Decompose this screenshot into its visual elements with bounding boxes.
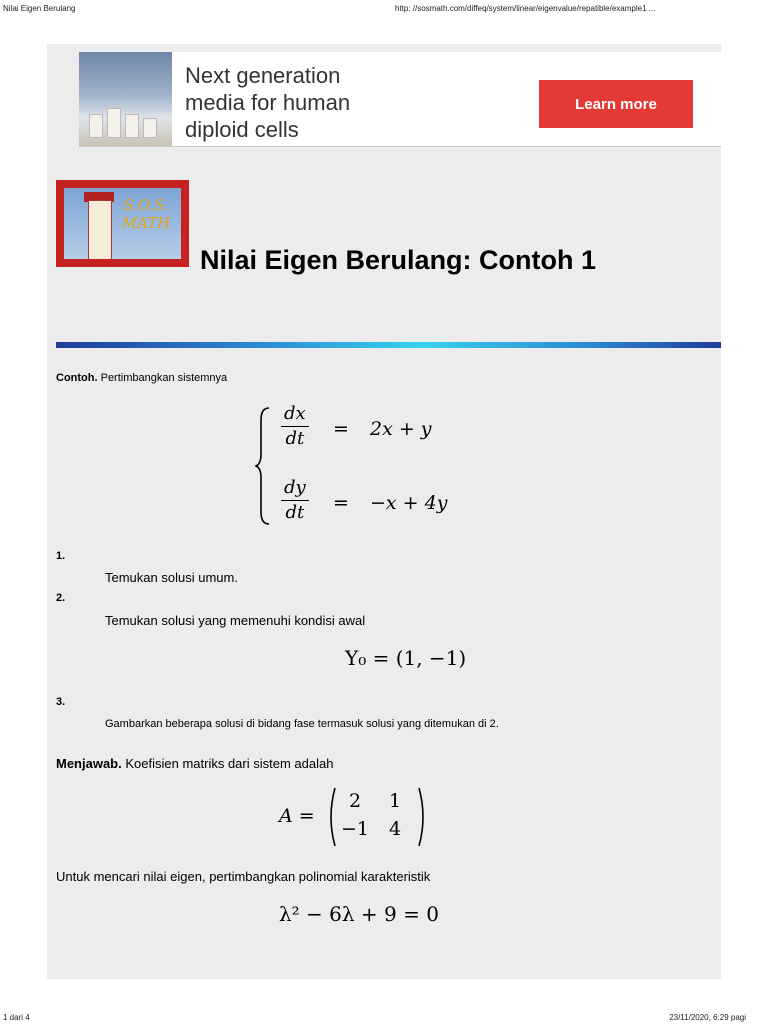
derivative-dx-dt: $\frac{dx}{dt}$ [281,402,309,451]
char-poly-intro: Untuk mencari nilai eigen, pertimbangkan polinomial karakteristik [56,869,431,884]
matrix-r2c2: 4 [388,818,402,840]
derivative-dy-dt: $\frac{dy}{dt}$ [281,476,309,525]
page-counter: 1 dari 4 [3,1013,30,1022]
left-brace-icon [255,406,271,526]
gradient-divider [56,342,721,348]
logo-text: S.O.S. MATH [121,196,171,232]
equation1-rhs: 2x + y [370,418,432,440]
learn-more-button[interactable]: Learn more [539,80,693,128]
equals-sign: = [333,418,349,440]
page-title: Nilai Eigen Berulang: Contoh 1 [200,245,597,275]
differential-system [255,403,495,526]
page-content [47,44,721,979]
intro-text [56,372,227,384]
item-1-number: 1. [56,550,66,562]
right-paren-icon [417,786,429,848]
ad-image [79,52,172,146]
matrix-lhs: A = [279,805,315,827]
characteristic-polynomial: λ² − 6λ + 9 = 0 [279,902,439,926]
vial-icon [125,114,139,138]
answer-label: Menjawab. [56,756,122,771]
intro-body: Pertimbangkan sistemnya [97,372,228,384]
intro-label: Contoh. [56,372,98,384]
item-2-number: 2. [56,592,66,604]
print-header-title: Nilai Eigen Berulang [3,4,76,13]
advertisement-banner[interactable] [79,52,721,147]
ad-headline: Next generation media for human diploid cells [185,63,351,142]
matrix-r1c1: 2 [348,790,362,812]
matrix-r2c1: −1 [340,818,369,840]
left-paren-icon [325,786,337,848]
initial-condition: Y₀ = (1, −1) [345,646,467,670]
item-3-text: Gambarkan beberapa solusi di bidang fase termasuk solusi yang ditemukan di 2. [105,718,499,730]
item-1-text: Temukan solusi umum. [105,570,238,585]
equation2-rhs: −x + 4y [370,492,448,514]
vial-icon [89,114,103,138]
vial-icon [107,108,121,138]
vial-icon [143,118,157,138]
answer-text [56,756,333,771]
item-3-number: 3. [56,696,66,708]
answer-body: Koefisien matriks dari sistem adalah [121,756,334,771]
equals-sign: = [333,492,349,514]
print-timestamp: 23/11/2020, 6:29 pagi [669,1013,746,1022]
print-header-url: http: //sosmath.com/diffeq/system/linear/eigenvalue/repatible/example1 ... [395,4,656,13]
item-2-text: Temukan solusi yang memenuhi kondisi awal [105,613,366,628]
coefficient-matrix [279,784,449,850]
matrix-r1c2: 1 [388,790,402,812]
